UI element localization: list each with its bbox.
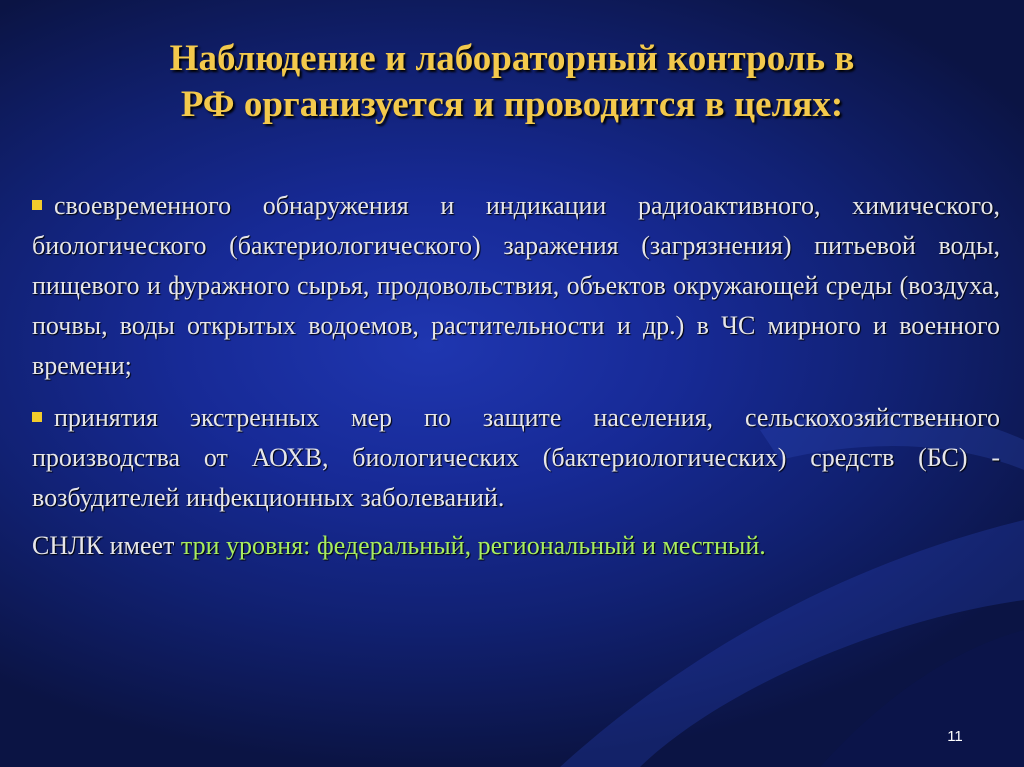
title-line-2: РФ организуется и проводится в целях: xyxy=(180,84,844,125)
square-bullet-icon xyxy=(32,200,42,210)
summary-line xyxy=(32,526,1000,566)
list-item xyxy=(32,398,1000,518)
list-item-text: принятия экстренных мер по защите населения, сельскохозяйственного производства от АОХВ, биологических (бактериологических) средств (БС) - возбудителей инфекционных заболеваний. xyxy=(32,403,1000,512)
summary-prefix: СНЛК имеет xyxy=(32,531,181,560)
square-bullet-icon xyxy=(32,412,42,422)
summary-highlight: три уровня: федеральный, региональный и местный. xyxy=(180,531,766,560)
slide-title xyxy=(40,36,984,128)
page-number: 11 xyxy=(947,728,963,745)
slide-body xyxy=(32,186,1000,566)
list-item xyxy=(32,186,1000,386)
list-item-text: своевременного обнаружения и индикации радиоактивного, химического, биологического (бактериологического) заражения (загрязнения) питьевой воды, пищевого и фуражного сырья, продовольствия, объектов окружающей среды (воздуха, почвы, воды открытых водоемов, растительности и др.) в ЧС мирного и военного времени; xyxy=(32,191,1000,380)
title-line-1: Наблюдение и лабораторный контроль в xyxy=(169,38,855,79)
